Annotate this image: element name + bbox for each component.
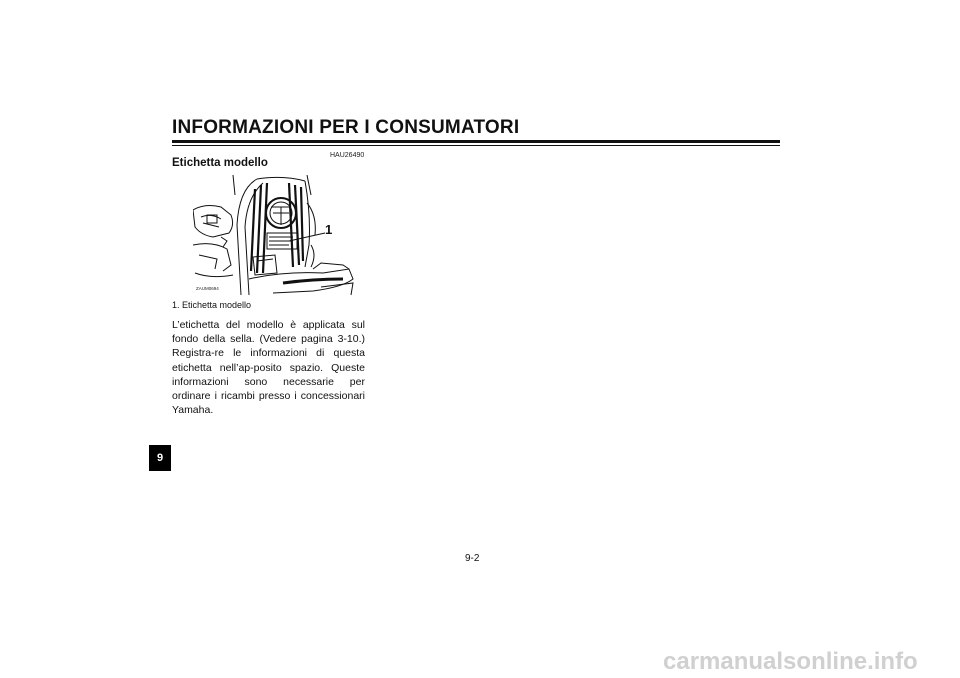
chapter-tab: 9 <box>149 445 171 471</box>
page-header-title: INFORMAZIONI PER I CONSUMATORI <box>172 117 520 138</box>
watermark: carmanualsonline.info <box>663 648 918 675</box>
section-title: Etichetta modello <box>172 157 268 169</box>
model-label-illustration <box>193 175 363 300</box>
figure-image-code: ZAUM0694 <box>196 286 219 291</box>
header-rule-thick <box>172 140 780 143</box>
page-number: 9-2 <box>465 553 480 564</box>
figure-callout-number: 1 <box>325 222 333 237</box>
figure-caption: 1. Etichetta modello <box>172 300 252 310</box>
seat-underside-drawing <box>193 175 363 300</box>
header-rule-thin <box>172 145 780 146</box>
body-paragraph: L’etichetta del modello è applicata sul fondo della sella. (Vedere pagina 3-10.) Registra-re le informazioni di questa etichetta nell’ap-posito spazio. Queste informazioni sono necessarie per ordinare i ricambi presso i concessionari Yamaha. <box>172 319 365 417</box>
section-code: HAU26490 <box>330 152 365 159</box>
